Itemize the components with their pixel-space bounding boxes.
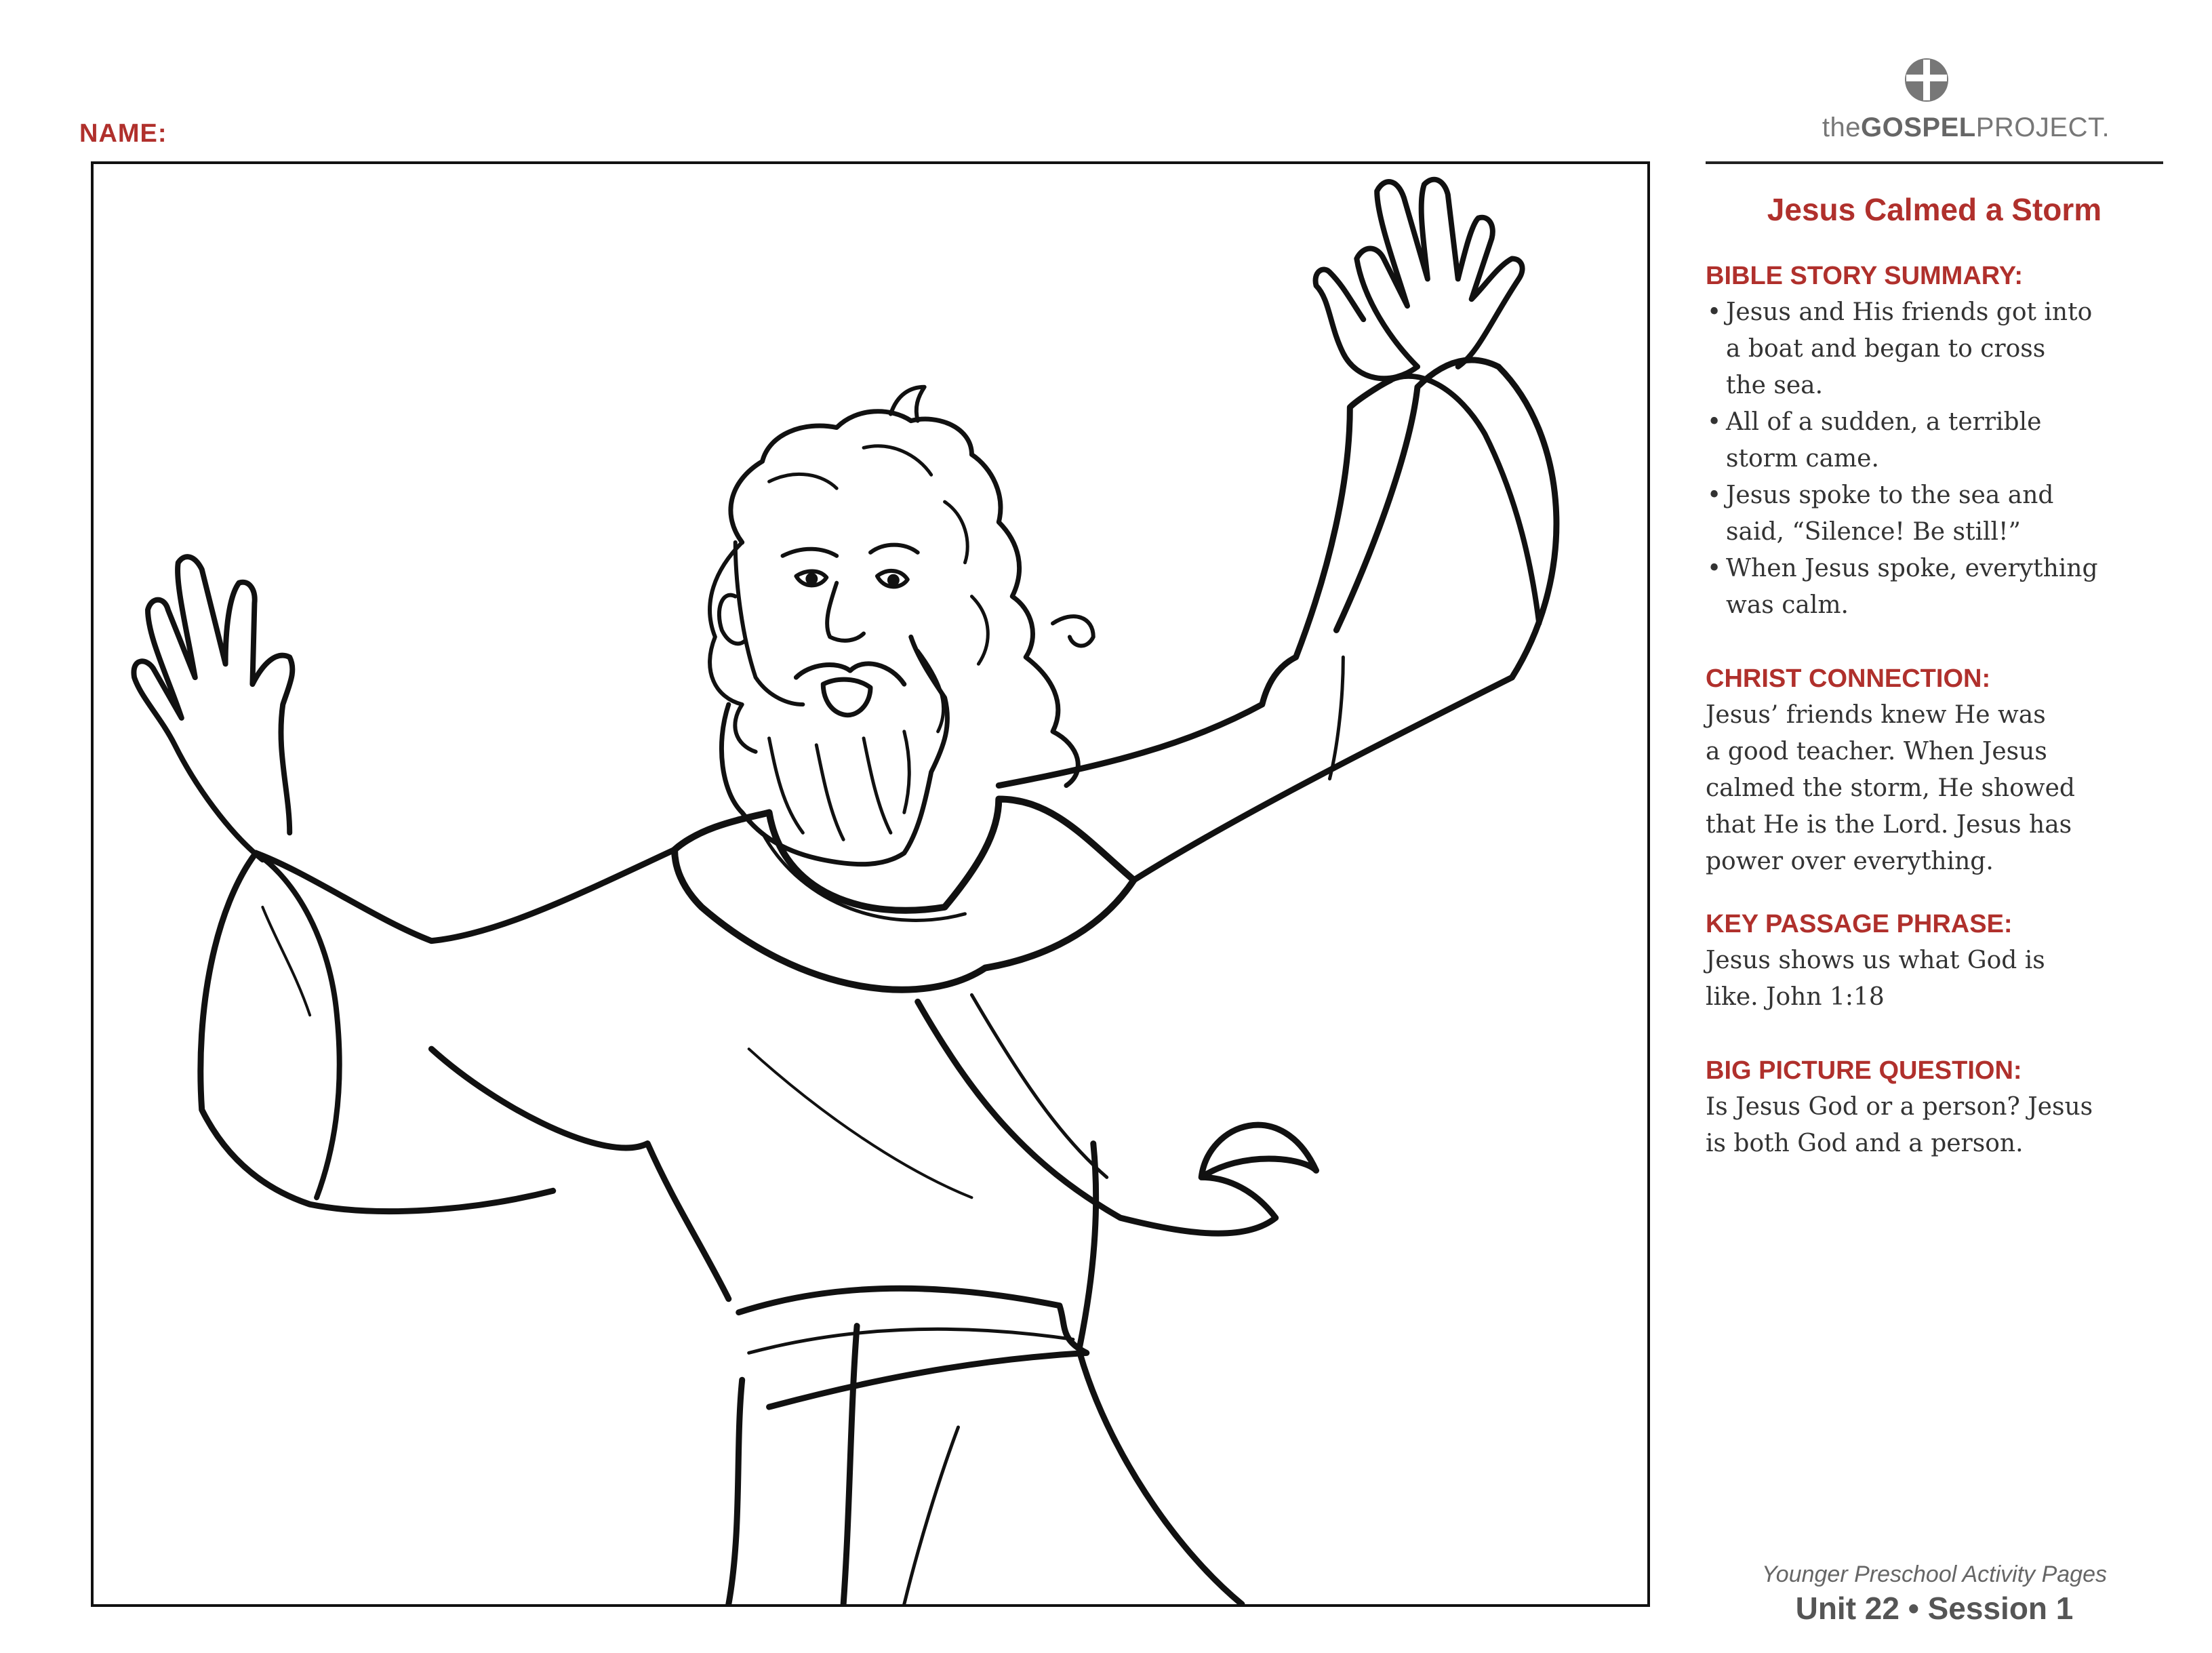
left-sleeve-outer [201, 853, 553, 1211]
name-label: NAME: [79, 119, 167, 148]
robe-skirt [843, 1326, 857, 1604]
left-sleeve-inner [256, 853, 339, 1197]
right-hand [1356, 180, 1522, 367]
jesus-calming-storm-illustration [94, 164, 1647, 1604]
belt [739, 1288, 1087, 1407]
key-passage-text: Jesus shows us what God is like. John 1:18 [1706, 947, 2045, 1011]
cross-circle-icon [1904, 57, 1950, 103]
gospel-project-logo [1763, 57, 2169, 145]
hair-strands [769, 446, 988, 732]
left-sleeve-crease [262, 907, 310, 1015]
right-sleeve-fold [1329, 657, 1343, 778]
face-outline [736, 542, 803, 704]
summary-heading: BIBLE STORY SUMMARY: [1706, 262, 2023, 290]
christ-connection-text: Jesus’ friends knew He was a good teacher. When Jesus calmed the storm, He showed that He is the Lord. Jesus has power over everything. [1706, 701, 2075, 875]
beard-strands [769, 732, 910, 839]
robe-right-skirt [1080, 1353, 1242, 1604]
summary-item: • When Jesus spoke, everything was calm. [1706, 551, 2163, 624]
summary-item: • All of a sudden, a terrible storm came. [1706, 404, 2163, 477]
left-hand [134, 557, 292, 860]
open-mouth [823, 679, 870, 715]
summary-item: • Jesus and His friends got into a boat and began to cross the sea. [1706, 294, 2163, 404]
coloring-frame [91, 161, 1650, 1607]
robe-fold [904, 1427, 959, 1604]
lesson-sidebar [1706, 191, 2163, 1162]
christ-connection-heading: CHRIST CONNECTION: [1706, 664, 1991, 693]
right-brow [870, 545, 918, 553]
logo-prefix: the [1822, 113, 1862, 142]
logo-divider [1706, 161, 2163, 164]
sash [918, 1001, 1316, 1233]
summary-item: • Jesus spoke to the sea and said, “Silence! Be still!” [1706, 477, 2163, 551]
big-picture-heading: BIG PICTURE QUESTION: [1706, 1056, 2022, 1085]
robe-crease [749, 1049, 972, 1197]
left-pupil [805, 573, 818, 585]
logo-suffix: PROJECT. [1975, 113, 2110, 142]
left-brow [782, 549, 837, 556]
page-footer [1706, 1559, 2163, 1627]
story-title: Jesus Calmed a Storm [1767, 192, 2102, 227]
sash-line [971, 995, 1106, 1177]
left-sleeve-top [256, 850, 675, 940]
collar [675, 799, 1133, 989]
big-picture-text: Is Jesus God or a person? Jesus is both God and a person. [1706, 1093, 2093, 1157]
robe-skirt-left [729, 1380, 742, 1604]
torso-left [431, 1049, 728, 1299]
hair [731, 412, 1078, 786]
logo-wordmark [1763, 113, 2169, 143]
belt-fold [749, 1329, 1073, 1353]
summary-list [1706, 294, 2163, 624]
nose [827, 583, 864, 641]
unit-session-label: Unit 22 • Session 1 [1795, 1591, 2074, 1626]
right-pupil [887, 574, 900, 586]
hair-right-curl [1053, 616, 1093, 645]
logo-bold: GOSPEL [1861, 113, 1976, 142]
footer-subtitle: Younger Preschool Activity Pages [1761, 1561, 2108, 1587]
torso-right [1080, 1144, 1096, 1347]
key-passage-heading: KEY PASSAGE PHRASE: [1706, 910, 2013, 938]
right-sleeve-bottom [1134, 360, 1556, 880]
